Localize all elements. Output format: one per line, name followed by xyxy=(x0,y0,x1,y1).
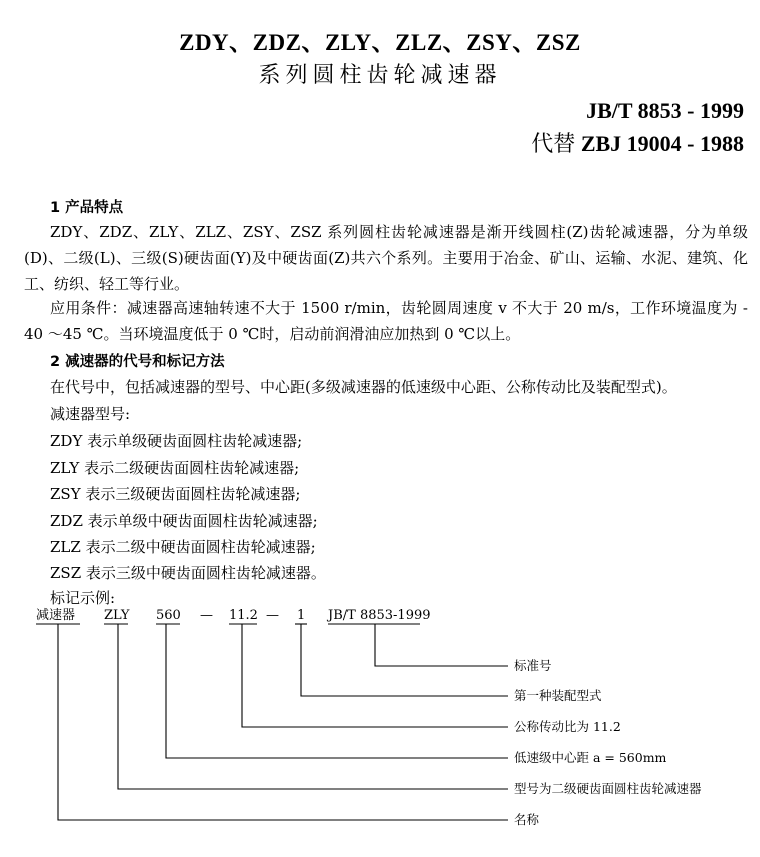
model-line: ZDZ 表示单级中硬齿面圆柱齿轮减速器; xyxy=(50,512,318,530)
leader-model xyxy=(118,624,508,789)
label-model: 型号为二级硬齿面圆柱齿轮减速器 xyxy=(514,781,702,796)
section1-paragraph2: 应用条件：减速器高速轴转速不大于 1500 r/min，齿轮圆周速度 v 不大于 20 m/s，工作环境温度为 - 40 ～45 ℃。当环境温度低于 0 ℃时，启动前润滑油应加热到 0 ℃以上。 xyxy=(24,299,748,343)
marking-part-dash: — xyxy=(200,608,213,623)
marking-part-center: 560 xyxy=(156,608,181,623)
leader-assembly xyxy=(301,624,508,696)
leader-standard xyxy=(375,624,508,666)
document-title-models: ZDY、ZDZ、ZLY、ZLZ、ZSY、ZSZ xyxy=(179,30,581,55)
leader-name xyxy=(58,624,508,820)
marking-part-ratio: 11.2 xyxy=(229,608,258,623)
model-line: ZLY 表示二级硬齿面圆柱齿轮减速器; xyxy=(50,459,300,477)
model-line: ZLZ 表示二级中硬齿面圆柱齿轮减速器; xyxy=(50,538,316,556)
label-assembly: 第一种装配型式 xyxy=(514,688,602,703)
model-line: ZSZ 表示三级中硬齿面圆柱齿轮减速器。 xyxy=(50,564,326,582)
leader-center-distance xyxy=(166,624,508,758)
label-center-distance: 低速级中心距 a = 560mm xyxy=(514,750,667,765)
marking-part-name: 减速器 xyxy=(36,608,76,623)
model-line: ZSY 表示三级硬齿面圆柱齿轮减速器; xyxy=(50,485,301,503)
marking-part-standard: JB/T 8853-1999 xyxy=(328,608,431,623)
section1-heading: 1 产品特点 xyxy=(50,200,124,216)
label-name: 名称 xyxy=(514,812,540,827)
standard-number: JB/T 8853 - 1999 xyxy=(586,98,744,123)
label-ratio: 公称传动比为 11.2 xyxy=(514,719,621,734)
section1-paragraph1: ZDY、ZDZ、ZLY、ZLZ、ZSY、ZSZ 系列圆柱齿轮减速器是渐开线圆柱(Z)齿轮减速器，分为单级(D)、二级(L)、三级(S)硬齿面(Y)及中硬齿面(Z)共六个系列。主要用于冶金、矿山、运输、水泥、建筑、化工、纺织、轻工等行业。 xyxy=(24,223,748,293)
example-label: 标记示例: xyxy=(50,589,116,607)
section2-intro: 在代号中，包括减速器的型号、中心距(多级减速器的低速级中心距、公称传动比及装配型式)。 xyxy=(50,378,677,396)
replaced-standard xyxy=(531,127,744,158)
model-label: 减速器型号: xyxy=(50,405,131,423)
replace-prefix: 代替 xyxy=(531,131,576,156)
model-line: ZDY 表示单级硬齿面圆柱齿轮减速器; xyxy=(50,432,303,450)
marking-diagram xyxy=(0,600,760,857)
section2-heading: 2 减速器的代号和标记方法 xyxy=(50,354,225,370)
marking-part-model: ZLY xyxy=(104,608,130,623)
marking-part-dash: — xyxy=(266,608,279,623)
document-title-name: 系列圆柱齿轮减速器 xyxy=(258,63,502,88)
label-standard: 标准号 xyxy=(514,658,552,673)
marking-part-assembly: 1 xyxy=(297,608,306,623)
replaced-standard-number: ZBJ 19004 - 1988 xyxy=(580,131,744,156)
